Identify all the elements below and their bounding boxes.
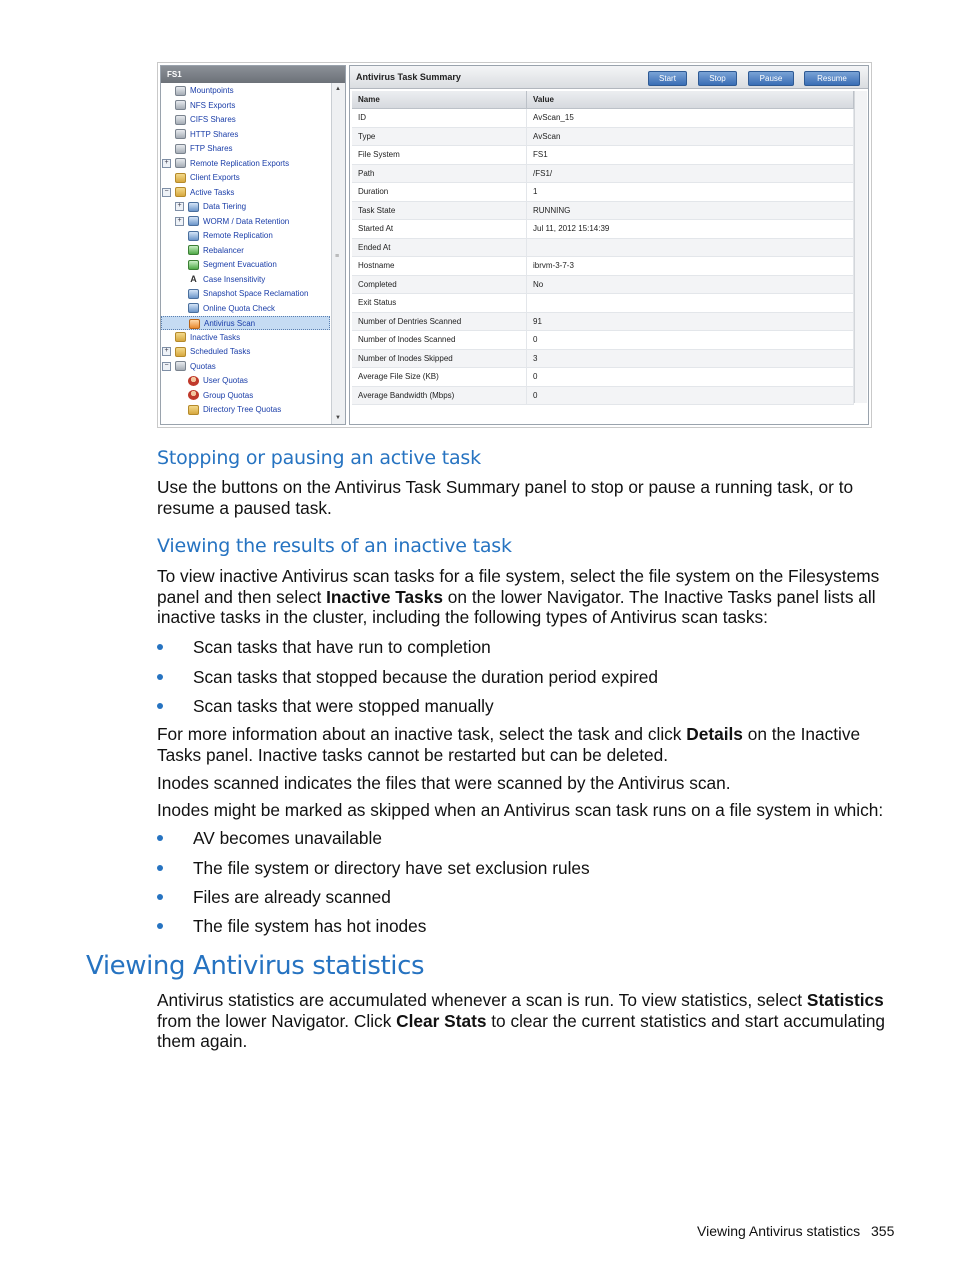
nav-item[interactable] [162,345,250,359]
nav-item-label: Segment Evacuation [203,260,277,269]
inactive-tasks-term: Inactive Tasks [326,586,443,607]
bullet-icon [157,644,163,650]
stop-pause-paragraph: Use the buttons on the Antivirus Task Summary panel to stop or pause a running task, or to resume a paused task. [157,477,854,518]
inodes-skipped-paragraph: Inodes might be marked as skipped when an Antivirus scan task runs on a file system in which: [157,800,884,820]
task-icon [188,231,199,241]
nav-item[interactable] [188,273,265,287]
bullet-icon [157,674,163,680]
footer-section-title: Viewing Antivirus statistics [697,1223,861,1239]
nav-item-label: Case Insensitivity [203,274,266,284]
scroll-down-icon[interactable]: ▼ [335,415,341,421]
table-row[interactable] [352,109,854,128]
column-header-value[interactable]: Value [527,91,854,109]
scroll-grip-icon[interactable]: ≡ [335,253,340,260]
table-row[interactable] [352,201,854,220]
nav-item-label: Remote Replication [203,231,273,240]
table-row[interactable] [352,257,854,276]
nav-item[interactable] [161,316,330,330]
row-value-cell: RUNNING [527,201,854,220]
table-row[interactable] [352,331,854,350]
stop-pause-heading: Stopping or pausing an active task [157,447,481,469]
table-row[interactable] [352,183,854,202]
nav-item[interactable] [175,84,234,98]
table-row[interactable] [352,146,854,165]
nav-item[interactable] [162,360,216,374]
nav-item-label: Data Tiering [203,202,247,211]
folder-icon [175,347,186,357]
row-value-cell: /FS1/ [527,164,854,183]
table-row[interactable] [352,349,854,368]
bullet-icon [157,894,163,900]
task-icon [188,202,199,212]
task-icon [188,289,199,299]
server-icon [175,144,186,154]
table-row[interactable] [352,238,854,257]
nav-item-label: Scheduled Tasks [190,347,251,356]
nav-item[interactable] [175,331,240,345]
folder-icon [188,405,199,415]
bullet-icon [157,703,163,709]
bullet-icon [157,865,163,871]
row-value-cell: AvScan [527,127,854,146]
nav-item[interactable] [188,244,244,258]
nav-item[interactable] [175,171,240,185]
nav-item-label: Client Exports [190,173,240,182]
nav-item[interactable] [162,157,289,171]
row-name-cell: Task State [352,201,527,220]
server-icon [175,361,186,371]
nav-item-label: Mountpoints [190,86,234,95]
server-icon [175,100,186,110]
row-name-cell: File System [352,146,527,165]
inactive-text-a: To view inactive Antivirus scan tasks for a file system, select the file system on the Filesystems panel and then select [157,566,880,607]
nav-item-label: WORM / Data Retention [203,216,290,226]
nav-item[interactable] [175,142,233,156]
row-value-cell: AvScan_15 [527,109,854,128]
nav-item[interactable] [175,99,235,113]
folder-icon [175,173,186,183]
nav-item[interactable] [188,389,253,403]
row-value-cell: 0 [527,331,854,350]
scroll-up-icon[interactable]: ▲ [335,86,341,92]
table-row[interactable] [352,220,854,239]
nav-item-label: FTP Shares [190,144,233,153]
clear-stats-term: Clear Stats [396,1010,487,1031]
table-row[interactable] [352,386,854,405]
table-row[interactable] [352,127,854,146]
nav-item-label: CIFS Shares [190,115,236,124]
server-icon [175,115,186,125]
column-header-name[interactable]: Name [352,91,527,109]
row-value-cell: 91 [527,312,854,331]
nav-item[interactable] [188,302,275,316]
nav-item-label: Rebalancer [203,245,244,255]
folder-icon [175,187,186,197]
row-name-cell: Type [352,127,527,146]
row-value-cell: 0 [527,386,854,405]
folder-icon [175,332,186,342]
resume-button[interactable]: Resume [804,71,860,86]
nav-item[interactable] [188,287,308,301]
row-value-cell: No [527,275,854,294]
mountpoint-icon [175,86,186,96]
details-paragraph: For more information about an inactive task, select the task and click Details on the Inactive Tasks panel. Inactive tasks cannot be restarted but can be deleted. [157,724,861,765]
inactive-text-c: on the lower Navigator. The Inactive Tasks panel lists all inactive tasks in the cluster, including the following types of Antivirus scan tasks: [157,586,876,627]
row-name-cell: Path [352,164,527,183]
row-name-cell: ID [352,109,527,128]
nav-item[interactable] [162,186,234,200]
statistics-term: Statistics [806,990,884,1010]
nav-item[interactable] [175,215,289,229]
inactive-task-heading: Viewing the results of an inactive task [157,535,512,557]
expand-icon[interactable]: + [162,347,171,356]
group-icon [188,390,199,400]
table-row[interactable] [352,164,854,183]
text-icon: A [190,274,197,285]
nav-item[interactable] [188,258,277,272]
nav-item-label: Inactive Tasks [190,332,241,342]
nav-item-label: Snapshot Space Reclamation [203,289,309,298]
antivirus-task-summary-panel [349,65,869,425]
stop-button[interactable]: Stop [698,71,737,86]
row-name-cell: Number of Inodes Skipped [352,349,527,368]
row-value-cell: FS1 [527,146,854,165]
row-name-cell: Started At [352,220,527,239]
nav-item[interactable] [188,229,273,243]
table-row[interactable] [352,368,854,387]
navigator-tree [161,83,330,424]
details-term: Details [686,724,743,744]
nav-item[interactable] [175,200,246,214]
start-button[interactable]: Start [648,71,687,86]
row-name-cell: Number of Dentries Scanned [352,312,527,331]
nav-item-label: Remote Replication Exports [190,158,290,168]
antivirus-statistics-heading: Viewing Antivirus statistics [86,951,425,981]
nav-item-label: Active Tasks [190,187,235,197]
row-name-cell: Duration [352,183,527,202]
bullet-icon [157,835,163,841]
row-value-cell: 1 [527,183,854,202]
summary-title: Antivirus Task Summary [356,72,461,82]
table-row[interactable] [352,312,854,331]
navigator-scrollbar[interactable] [331,83,345,424]
row-value-cell: Jul 11, 2012 15:14:39 [527,220,854,239]
row-name-cell: Hostname [352,257,527,276]
server-icon [175,129,186,139]
task-summary-table [352,91,854,405]
row-name-cell: Average File Size (KB) [352,368,527,387]
green-icon [188,260,199,270]
collapse-icon[interactable]: − [162,362,171,371]
user-icon [188,376,199,386]
row-value-cell [527,294,854,313]
nav-item-label: Quotas [190,361,216,371]
row-value-cell: 0 [527,368,854,387]
inactive-task-paragraph [157,566,902,628]
row-value-cell [527,238,854,257]
table-row[interactable] [352,294,854,313]
expand-icon[interactable]: + [162,159,171,168]
nav-item[interactable] [175,128,238,142]
nav-item[interactable] [175,113,236,127]
nav-item-label: User Quotas [203,376,248,385]
page-number: 355 [871,1223,895,1239]
server-icon [175,158,186,168]
collapse-icon[interactable]: − [162,188,171,197]
row-value-cell: 3 [527,349,854,368]
row-name-cell: Ended At [352,238,527,257]
nav-item-label: Online Quota Check [203,303,276,313]
task-icon [188,216,199,226]
row-value-cell: ibrvm-3-7-3 [527,257,854,276]
nav-item[interactable] [188,403,281,417]
nav-item-label: HTTP Shares [190,129,239,139]
nav-item[interactable] [188,374,248,388]
filesystem-navigator [160,65,346,425]
nav-item-label: Antivirus Scan [204,319,256,328]
row-name-cell: Exit Status [352,294,527,313]
nav-item-label: Directory Tree Quotas [203,405,282,414]
nav-item-label: Group Quotas [203,390,254,400]
row-name-cell: Average Bandwidth (Mbps) [352,386,527,405]
expand-icon[interactable]: + [175,217,184,226]
inodes-scanned-paragraph: Inodes scanned indicates the files that were scanned by the Antivirus scan. [157,773,731,793]
statistics-paragraph: Antivirus statistics are accumulated whenever a scan is run. To view statistics, select Statistics from the lower Navigator. Click Clear Stats to clear the current statistics and start accumulating them again. [157,990,886,1051]
bullet-icon [157,923,163,929]
antivirus-screenshot-figure [157,62,872,428]
pause-button[interactable]: Pause [748,71,794,86]
table-row[interactable] [352,275,854,294]
search-icon [188,303,199,313]
row-name-cell: Number of Inodes Scanned [352,331,527,350]
summary-scrollbar[interactable] [854,91,867,403]
nav-item-label: NFS Exports [190,100,236,110]
navigator-header: FS1 [161,66,345,83]
expand-icon[interactable]: + [175,202,184,211]
row-name-cell: Completed [352,275,527,294]
antivirus-icon [189,319,200,329]
summary-header [350,66,868,89]
green-icon [188,245,199,255]
